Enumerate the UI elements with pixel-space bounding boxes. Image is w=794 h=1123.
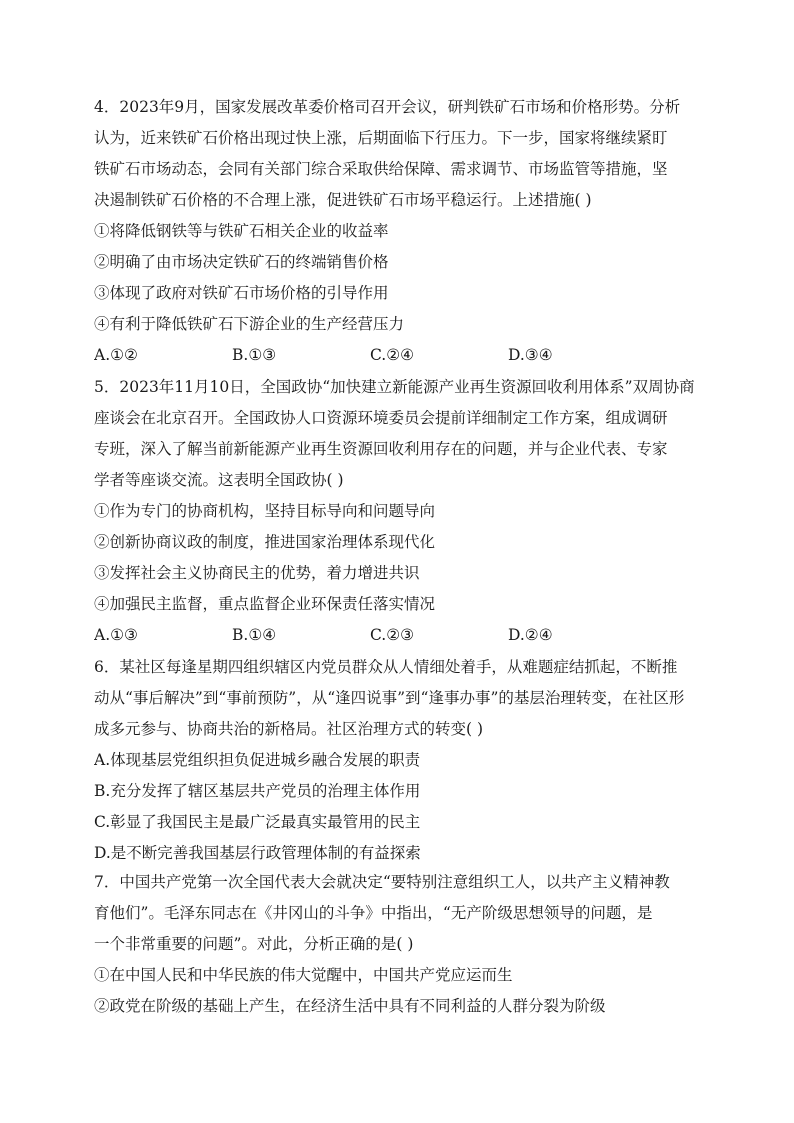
option-b: B.充分发挥了辖区基层共产党员的治理主体作用 bbox=[94, 782, 421, 800]
question-6 bbox=[94, 652, 714, 869]
option-c: C.②③ bbox=[370, 626, 415, 644]
question-stem-line: 5．2023年11月10日，全国政协“加快建立新能源产业再生资源回收利用体系”双周协商 bbox=[94, 378, 695, 396]
question-stem-line: 铁矿石市场动态，会同有关部门综合采取供给保障、需求调节、市场监管等措施，坚 bbox=[94, 160, 668, 178]
statement-item: ②明确了由市场决定铁矿石的终端销售价格 bbox=[94, 253, 389, 271]
option-b: B.①③ bbox=[232, 346, 277, 364]
statement-item: ①在中国人民和中华民族的伟大觉醒中，中国共产党应运而生 bbox=[94, 966, 513, 984]
question-stem-line: 专班，深入了解当前新能源产业再生资源回收利用存在的问题，并与企业代表、专家 bbox=[94, 440, 668, 458]
statement-item: ①将降低钢铁等与铁矿石相关企业的收益率 bbox=[94, 222, 389, 240]
question-stem-line: 6．某社区每逢星期四组织辖区内党员群众从人情细处着手，从难题症结抓起，不断推 bbox=[94, 658, 678, 676]
option-c: C.②④ bbox=[370, 346, 415, 364]
question-5 bbox=[94, 372, 714, 651]
statement-item: ④有利于降低铁矿石下游企业的生产经营压力 bbox=[94, 315, 405, 333]
option-a: A.体现基层党组织担负促进城乡融合发展的职责 bbox=[94, 751, 421, 769]
option-a: A.①③ bbox=[94, 626, 138, 644]
question-stem-line: 7．中国共产党第一次全国代表大会就决定“要特别注意组织工人，以共产主义精神教 bbox=[94, 873, 670, 891]
question-stem-line: 动从“事后解决”到“事前预防”，从“逢四说事”到“逢事办事”的基层治理转变，在社区形 bbox=[94, 689, 685, 707]
statement-item: ③体现了政府对铁矿石市场价格的引导作用 bbox=[94, 284, 389, 302]
option-b: B.①④ bbox=[232, 626, 277, 644]
question-7 bbox=[94, 867, 714, 1022]
question-4 bbox=[94, 92, 714, 371]
option-a: A.①② bbox=[94, 346, 138, 364]
answer-options bbox=[94, 620, 714, 651]
statement-item: ②政党在阶级的基础上产生，在经济生活中具有不同利益的人群分裂为阶级 bbox=[94, 997, 606, 1015]
statement-item: ①作为专门的协商机构，坚持目标导向和问题导向 bbox=[94, 502, 436, 520]
question-stem-line: 育他们”。毛泽东同志在《井冈山的斗争》中指出，“无产阶级思想领导的问题，是 bbox=[94, 904, 653, 922]
option-c: C.彰显了我国民主是最广泛最真实最管用的民主 bbox=[94, 813, 421, 831]
statement-item: ④加强民主监督，重点监督企业环保责任落实情况 bbox=[94, 595, 436, 613]
option-d: D.是不断完善我国基层行政管理体制的有益探索 bbox=[94, 844, 421, 862]
question-stem-line: 一个非常重要的问题”。对此，分析正确的是( ) bbox=[94, 935, 414, 953]
question-stem-line: 认为，近来铁矿石价格出现过快上涨，后期面临下行压力。下一步，国家将继续紧盯 bbox=[94, 129, 668, 147]
statement-item: ②创新协商议政的制度，推进国家治理体系现代化 bbox=[94, 533, 436, 551]
question-stem-line: 座谈会在北京召开。全国政协人口资源环境委员会提前详细制定工作方案，组成调研 bbox=[94, 409, 668, 427]
question-stem-line: 决遏制铁矿石价格的不合理上涨，促进铁矿石市场平稳运行。上述措施( ) bbox=[94, 191, 592, 209]
question-stem-line: 成多元参与、协商共治的新格局。社区治理方式的转变( ) bbox=[94, 720, 484, 738]
question-stem-line: 4．2023年9月，国家发展改革委价格司召开会议，研判铁矿石市场和价格形势。分析 bbox=[94, 98, 681, 116]
option-d: D.②④ bbox=[508, 626, 553, 644]
answer-options bbox=[94, 340, 714, 371]
option-d: D.③④ bbox=[508, 346, 553, 364]
question-stem-line: 学者等座谈交流。这表明全国政协( ) bbox=[94, 471, 344, 489]
statement-item: ③发挥社会主义协商民主的优势，着力增进共识 bbox=[94, 564, 420, 582]
